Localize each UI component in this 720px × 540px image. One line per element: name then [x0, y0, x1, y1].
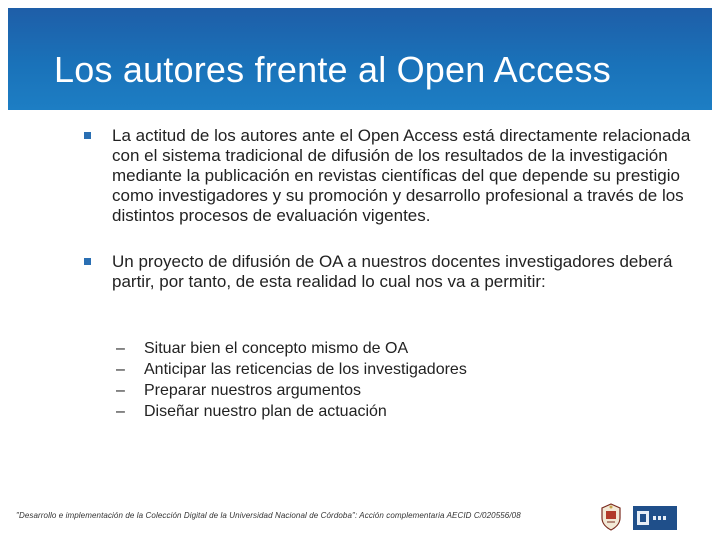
sub-bullet-item [116, 359, 467, 380]
bullet-list [84, 126, 714, 292]
sub-bullet-list [116, 338, 467, 422]
title-band [8, 8, 712, 110]
bullet-item [84, 252, 714, 292]
sub-bullet-item [116, 338, 467, 359]
dash-marker: – [116, 403, 125, 420]
bullet-text: Un proyecto de difusión de OA a nuestros docentes investigadores deberá partir, por tanto, de esta realidad lo cual nos va a permitir: [112, 252, 673, 291]
ucc-logo-icon [633, 506, 677, 530]
sub-bullet-text: Diseñar nuestro plan de actuación [144, 403, 387, 420]
footer-citation: "Desarrollo e implementación de la Colección Digital de la Universidad Nacional de Córdoba": Acción complementaria AECID C/020556/08 [16, 511, 521, 520]
sub-bullet-item [116, 401, 467, 422]
sub-bullet-item [116, 380, 467, 401]
square-bullet-icon [84, 258, 91, 265]
bullet-item [84, 126, 714, 226]
dash-marker: – [116, 382, 125, 399]
square-bullet-icon [84, 132, 91, 139]
sub-bullet-text: Anticipar las reticencias de los investigadores [144, 361, 467, 378]
sub-bullet-text: Preparar nuestros argumentos [144, 382, 361, 399]
sub-bullet-text: Situar bien el concepto mismo de OA [144, 340, 409, 357]
dash-marker: – [116, 340, 125, 357]
university-crest-icon [598, 502, 624, 532]
slide-title: Los autores frente al Open Access [54, 49, 611, 90]
dash-marker: – [116, 361, 125, 378]
bullet-text: La actitud de los autores ante el Open Access está directamente relacionada con el sistema tradicional de difusión de los resultados de la investigación mediante la publicación en revistas científicas del que depende su prestigio como investigadores y su promoción y desarrollo profesional a través de los distintos procesos de evaluación vigentes. [112, 126, 691, 225]
